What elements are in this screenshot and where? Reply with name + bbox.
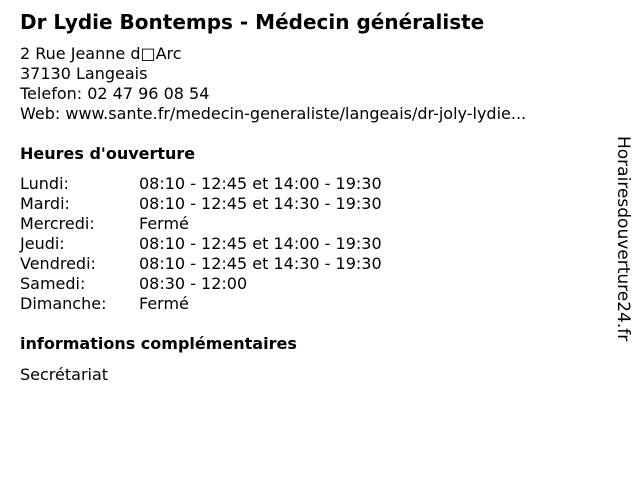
- day-hours: 08:10 - 12:45 et 14:30 - 19:30: [139, 194, 382, 213]
- day-hours: 08:30 - 12:00: [139, 274, 248, 293]
- day-label: Mercredi:: [20, 214, 95, 233]
- site-watermark: Horairesdouverture24.fr: [613, 136, 633, 342]
- day-label: Lundi:: [20, 174, 69, 193]
- page-title: Dr Lydie Bontemps - Médecin généraliste: [20, 10, 485, 34]
- additional-info-heading: informations complémentaires: [20, 334, 297, 353]
- day-hours: 08:10 - 12:45 et 14:00 - 19:30: [139, 174, 382, 193]
- additional-info-text: Secrétariat: [20, 365, 109, 384]
- day-label: Samedi:: [20, 274, 86, 293]
- day-label: Jeudi:: [20, 234, 65, 253]
- city-address: 37130 Langeais: [20, 64, 148, 83]
- day-hours: 08:10 - 12:45 et 14:30 - 19:30: [139, 254, 382, 273]
- day-label: Dimanche:: [20, 294, 107, 313]
- phone-number: Telefon: 02 47 96 08 54: [20, 84, 210, 103]
- street-address: 2 Rue Jeanne d□Arc: [20, 44, 182, 63]
- day-label: Mardi:: [20, 194, 70, 213]
- opening-hours-heading: Heures d'ouverture: [20, 144, 196, 163]
- website-link[interactable]: Web: www.sante.fr/medecin-generaliste/langeais/dr-joly-lydie...: [20, 104, 527, 123]
- day-label: Vendredi:: [20, 254, 96, 273]
- day-hours: Fermé: [139, 294, 189, 313]
- day-hours: 08:10 - 12:45 et 14:00 - 19:30: [139, 234, 382, 253]
- day-hours: Fermé: [139, 214, 189, 233]
- address-block: [20, 44, 526, 124]
